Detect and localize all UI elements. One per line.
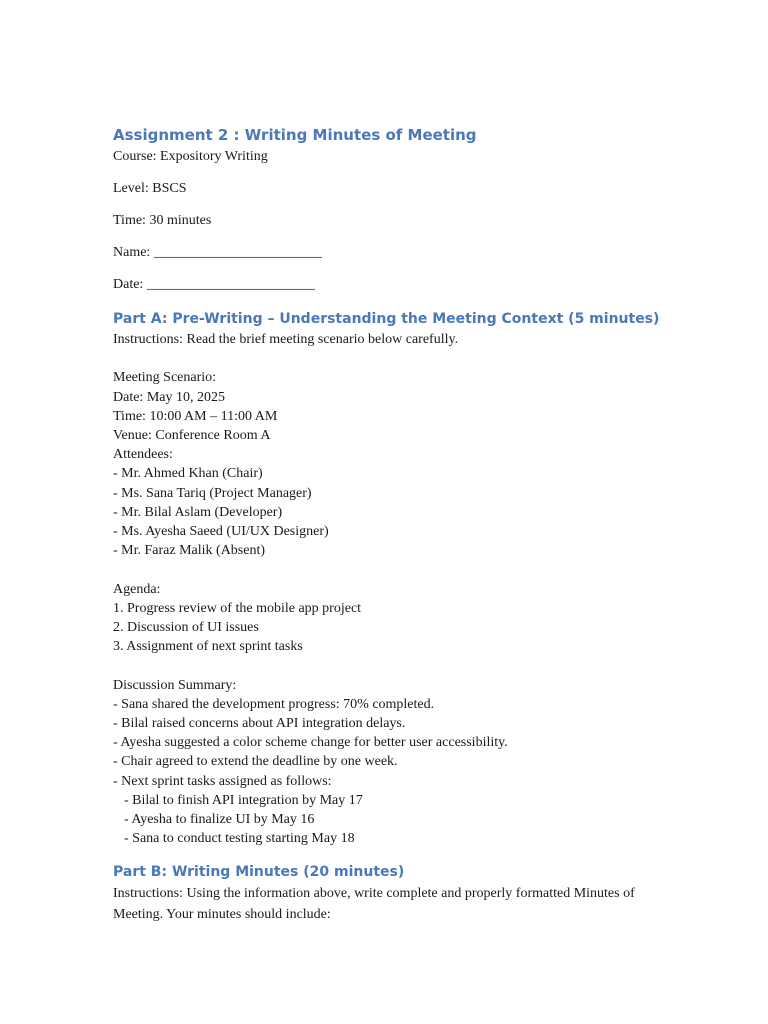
- part-b-instructions: Instructions: Using the information above, write complete and properly formatted Minutes of Meeting. Your minutes should include:: [113, 886, 635, 923]
- part-a-heading: Part A: Pre-Writing – Understanding the Meeting Context (5 minutes): [113, 311, 660, 327]
- list-item: - Sana to conduct testing starting May 18: [124, 831, 355, 847]
- scenario-label: Meeting Scenario:: [113, 370, 217, 386]
- list-item: - Chair agreed to extend the deadline by one week.: [113, 754, 398, 770]
- part-a-instructions: Instructions: Read the brief meeting scenario below carefully.: [113, 332, 459, 347]
- list-item: 3. Assignment of next sprint tasks: [113, 639, 303, 655]
- attendees-label: Attendees:: [113, 447, 173, 463]
- assignment-meta: [113, 147, 673, 294]
- list-item: - Ms. Sana Tariq (Project Manager): [113, 485, 312, 501]
- list-item: - Mr. Bilal Aslam (Developer): [113, 504, 283, 520]
- name-line: Name: ________________________: [113, 245, 322, 260]
- course-line: Course: Expository Writing: [113, 149, 268, 164]
- page-title: Assignment 2 : Writing Minutes of Meeting: [113, 126, 477, 144]
- part-b-heading: Part B: Writing Minutes (20 minutes): [113, 864, 405, 881]
- list-item: 2. Discussion of UI issues: [113, 620, 259, 636]
- date-line: Date: ________________________: [113, 277, 315, 292]
- list-item: - Next sprint tasks assigned as follows:: [113, 773, 332, 789]
- list-item: - Sana shared the development progress: 70% completed.: [113, 696, 435, 712]
- list-item: - Ayesha suggested a color scheme change for better user accessibility.: [113, 735, 508, 751]
- agenda: [113, 580, 673, 657]
- list-item: - Mr. Faraz Malik (Absent): [113, 543, 266, 559]
- list-item: - Ms. Ayesha Saeed (UI/UX Designer): [113, 524, 329, 540]
- level-line: Level: BSCS: [113, 181, 187, 196]
- discussion-summary: [113, 676, 673, 849]
- time-line: Time: 30 minutes: [113, 213, 212, 228]
- list-item: - Bilal raised concerns about API integration delays.: [113, 716, 406, 732]
- part-b-section: [113, 862, 673, 925]
- scenario-date: Date: May 10, 2025: [113, 389, 225, 405]
- document-body: [113, 124, 673, 925]
- list-item: 1. Progress review of the mobile app project: [113, 600, 362, 616]
- list-item: - Mr. Ahmed Khan (Chair): [113, 466, 263, 482]
- list-item: - Ayesha to finalize UI by May 16: [124, 812, 315, 828]
- agenda-label: Agenda:: [113, 581, 161, 597]
- list-item: - Bilal to finish API integration by May 17: [124, 792, 363, 808]
- meeting-scenario: [113, 368, 673, 560]
- scenario-time: Time: 10:00 AM – 11:00 AM: [113, 408, 278, 424]
- part-a-section: [113, 309, 673, 848]
- scenario-venue: Venue: Conference Room A: [113, 428, 271, 443]
- discussion-label: Discussion Summary:: [113, 677, 237, 693]
